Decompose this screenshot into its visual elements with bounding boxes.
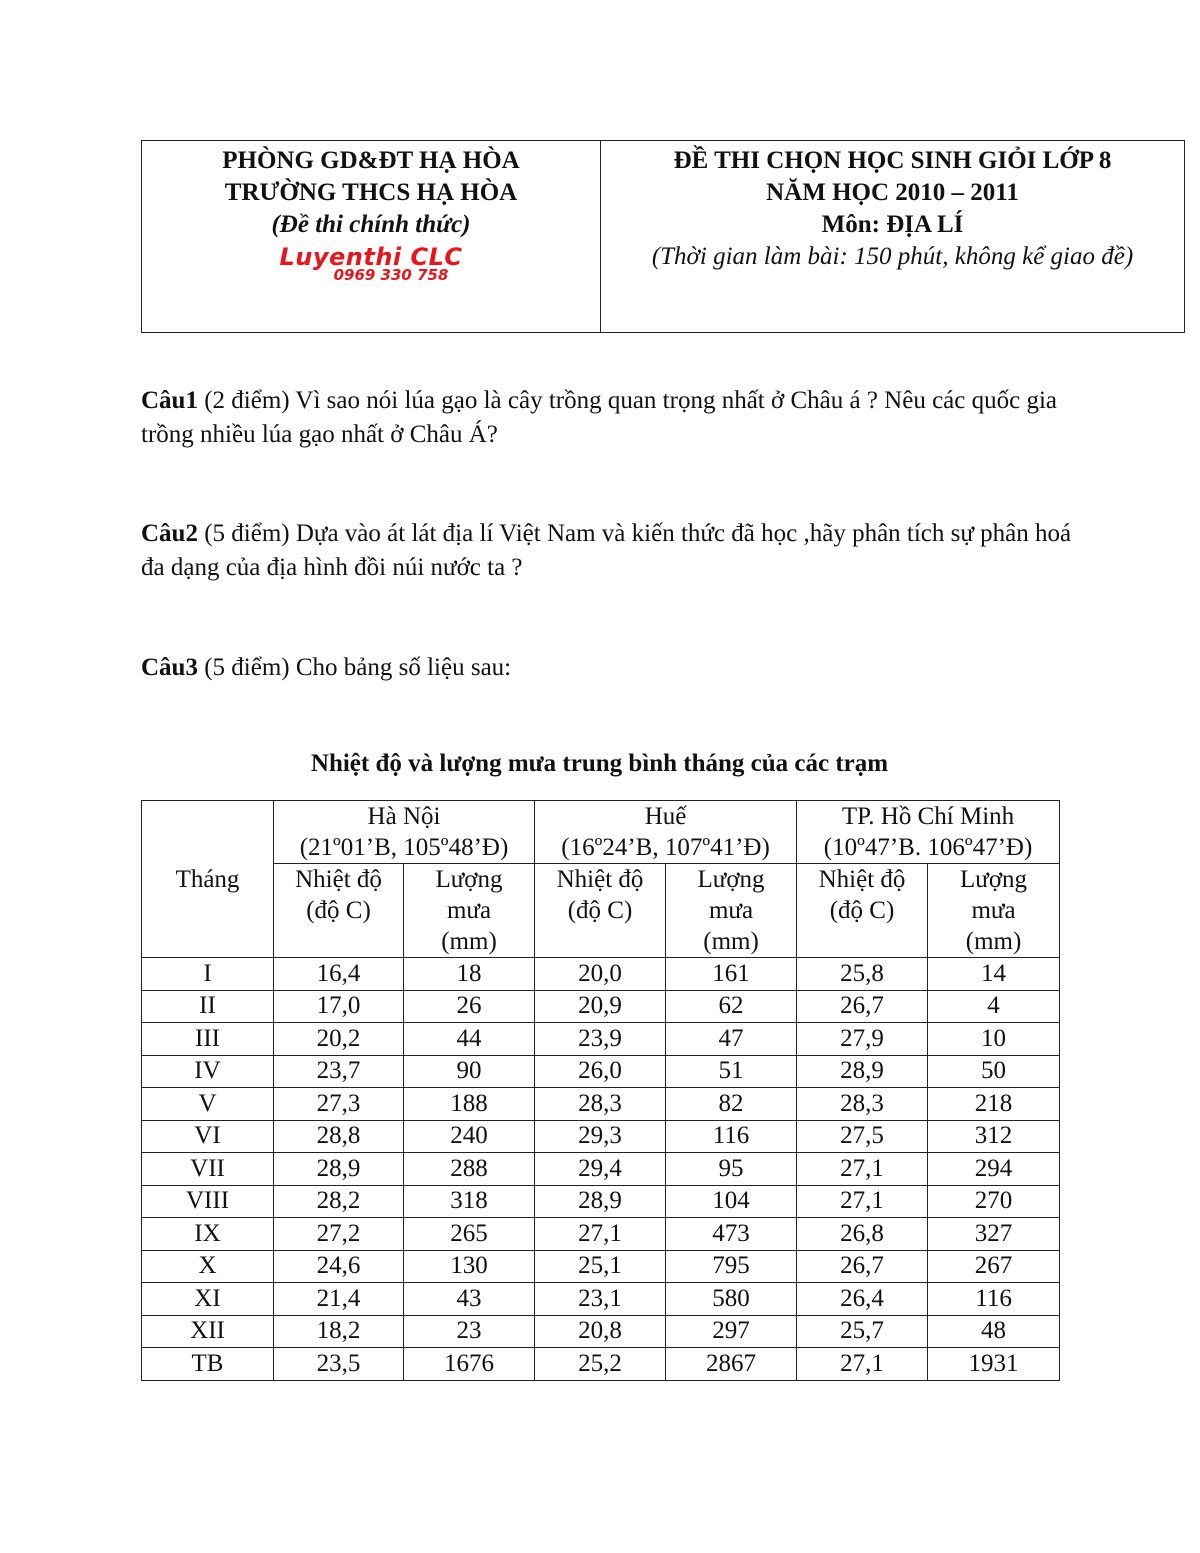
- station-header-row: [142, 801, 1060, 864]
- rainfall-cell: 14: [928, 958, 1060, 991]
- temperature-cell: 28,3: [797, 1088, 928, 1121]
- temperature-cell: 23,7: [274, 1055, 404, 1088]
- temperature-cell: 23,1: [535, 1283, 666, 1316]
- question-text: Cho bảng số liệu sau:: [295, 654, 512, 681]
- question-2: [141, 517, 1081, 585]
- month-cell: XI: [142, 1283, 274, 1316]
- question-points: (5 điểm): [204, 520, 290, 547]
- station-coords: (16º24’B, 107º41’Đ): [561, 834, 770, 861]
- climate-table: [141, 800, 1060, 1381]
- question-1: [141, 384, 1081, 452]
- exam-info: [601, 141, 1184, 332]
- logo-phone: 0969 330 758: [333, 266, 449, 284]
- school-info: [142, 141, 601, 332]
- table-row: [142, 1185, 1060, 1218]
- rainfall-cell: 580: [666, 1283, 797, 1316]
- question-3: [141, 651, 1081, 685]
- temperature-cell: 27,2: [274, 1218, 404, 1251]
- rainfall-cell: 297: [666, 1315, 797, 1348]
- temperature-cell: 27,9: [797, 1023, 928, 1056]
- month-cell: IX: [142, 1218, 274, 1251]
- temperature-cell: 18,2: [274, 1315, 404, 1348]
- rainfall-cell: 473: [666, 1218, 797, 1251]
- rainfall-cell: 795: [666, 1250, 797, 1283]
- temperature-cell: 27,1: [797, 1185, 928, 1218]
- rainfall-cell: 188: [404, 1088, 535, 1121]
- rainfall-cell: 116: [666, 1120, 797, 1153]
- table-row: [142, 1023, 1060, 1056]
- temperature-cell: 20,9: [535, 990, 666, 1023]
- rainfall-cell: 327: [928, 1218, 1060, 1251]
- temperature-cell: 26,8: [797, 1218, 928, 1251]
- temperature-cell: 25,1: [535, 1250, 666, 1283]
- luyenthi-logo: [142, 245, 600, 283]
- rainfall-cell: 43: [404, 1283, 535, 1316]
- school-name: TRƯỜNG THCS HẠ HÒA: [224, 179, 518, 206]
- temp-header: Nhiệt độ (độ C): [797, 864, 928, 958]
- temperature-cell: 27,1: [797, 1153, 928, 1186]
- rainfall-cell: 10: [928, 1023, 1060, 1056]
- table-body: [142, 958, 1060, 1381]
- table-row: [142, 990, 1060, 1023]
- rainfall-cell: 18: [404, 958, 535, 991]
- rainfall-cell: 51: [666, 1055, 797, 1088]
- rainfall-cell: 218: [928, 1088, 1060, 1121]
- temperature-cell: 28,8: [274, 1120, 404, 1153]
- month-cell: X: [142, 1250, 274, 1283]
- rainfall-cell: 90: [404, 1055, 535, 1088]
- temperature-cell: 16,4: [274, 958, 404, 991]
- temperature-cell: 26,0: [535, 1055, 666, 1088]
- rainfall-cell: 265: [404, 1218, 535, 1251]
- temperature-cell: 21,4: [274, 1283, 404, 1316]
- temperature-cell: 20,0: [535, 958, 666, 991]
- temperature-cell: 28,9: [535, 1185, 666, 1218]
- temperature-cell: 29,3: [535, 1120, 666, 1153]
- rainfall-cell: 294: [928, 1153, 1060, 1186]
- question-text: Dựa vào át lát địa lí Việt Nam và kiến thức đã học ,hãy phân tích sự phân hoá đa dạng của địa hình đồi núi nước ta ?: [141, 520, 1072, 581]
- month-cell: III: [142, 1023, 274, 1056]
- rainfall-cell: 26: [404, 990, 535, 1023]
- table-row: [142, 1283, 1060, 1316]
- station-coords: (21º01’B, 105º48’Đ): [299, 834, 509, 861]
- rain-header: Lượng mưa (mm): [928, 864, 1060, 958]
- station-header-hcmc: [797, 801, 1060, 864]
- time-limit: (Thời gian làm bài: 150 phút, không kể giao đề): [651, 243, 1134, 270]
- month-cell: V: [142, 1088, 274, 1121]
- table-row: [142, 958, 1060, 991]
- rainfall-cell: 130: [404, 1250, 535, 1283]
- table-row: [142, 1315, 1060, 1348]
- month-cell: VIII: [142, 1185, 274, 1218]
- month-cell: IV: [142, 1055, 274, 1088]
- station-coords: (10º47’B. 106º47’Đ): [823, 834, 1033, 861]
- question-label: Câu2: [141, 520, 198, 547]
- temperature-cell: 27,3: [274, 1088, 404, 1121]
- rainfall-cell: 50: [928, 1055, 1060, 1088]
- temperature-cell: 23,5: [274, 1348, 404, 1381]
- month-cell: I: [142, 958, 274, 991]
- rainfall-cell: 312: [928, 1120, 1060, 1153]
- table-row: [142, 1088, 1060, 1121]
- measure-header-row: [142, 864, 1060, 958]
- temperature-cell: 25,8: [797, 958, 928, 991]
- rainfall-cell: 288: [404, 1153, 535, 1186]
- rainfall-cell: 48: [928, 1315, 1060, 1348]
- station-name: TP. Hồ Chí Minh: [841, 803, 1015, 830]
- rain-header: Lượng mưa (mm): [666, 864, 797, 958]
- rainfall-cell: 240: [404, 1120, 535, 1153]
- station-name: Hà Nội: [367, 803, 441, 830]
- rainfall-cell: 4: [928, 990, 1060, 1023]
- rainfall-cell: 267: [928, 1250, 1060, 1283]
- temperature-cell: 17,0: [274, 990, 404, 1023]
- station-name: Huế: [644, 803, 687, 830]
- rainfall-cell: 1676: [404, 1348, 535, 1381]
- subject: Môn: ĐỊA LÍ: [821, 211, 964, 238]
- table-row: [142, 1055, 1060, 1088]
- rainfall-cell: 62: [666, 990, 797, 1023]
- temperature-cell: 28,2: [274, 1185, 404, 1218]
- question-label: Câu1: [141, 387, 198, 414]
- question-points: (5 điểm): [204, 654, 290, 681]
- temperature-cell: 27,1: [535, 1218, 666, 1251]
- month-cell: TB: [142, 1348, 274, 1381]
- table-title: Nhiệt độ và lượng mưa trung bình tháng của các trạm: [310, 750, 889, 777]
- rain-header: Lượng mưa (mm): [404, 864, 535, 958]
- month-header: Tháng: [142, 801, 274, 958]
- temperature-cell: 23,9: [535, 1023, 666, 1056]
- table-row: [142, 1120, 1060, 1153]
- rainfall-cell: 44: [404, 1023, 535, 1056]
- temperature-cell: 25,2: [535, 1348, 666, 1381]
- table-row: [142, 1153, 1060, 1186]
- exam-header: [141, 140, 1185, 333]
- logo-text: Luyenthi CLC: [279, 243, 463, 271]
- rainfall-cell: 104: [666, 1185, 797, 1218]
- rainfall-cell: 270: [928, 1185, 1060, 1218]
- temperature-cell: 20,8: [535, 1315, 666, 1348]
- rainfall-cell: 95: [666, 1153, 797, 1186]
- question-label: Câu3: [141, 654, 198, 681]
- school-year: NĂM HỌC 2010 – 2011: [766, 179, 1019, 206]
- month-cell: VI: [142, 1120, 274, 1153]
- temperature-cell: 28,9: [274, 1153, 404, 1186]
- temp-header: Nhiệt độ (độ C): [535, 864, 666, 958]
- temperature-cell: 27,1: [797, 1348, 928, 1381]
- temperature-cell: 27,5: [797, 1120, 928, 1153]
- table-row: [142, 1218, 1060, 1251]
- temperature-cell: 26,4: [797, 1283, 928, 1316]
- temperature-cell: 28,3: [535, 1088, 666, 1121]
- month-cell: XII: [142, 1315, 274, 1348]
- exam-title: ĐỀ THI CHỌN HỌC SINH GIỎI LỚP 8: [673, 147, 1112, 174]
- exam-status: (Đề thi chính thức): [271, 211, 471, 238]
- rainfall-cell: 116: [928, 1283, 1060, 1316]
- rainfall-cell: 47: [666, 1023, 797, 1056]
- rainfall-cell: 1931: [928, 1348, 1060, 1381]
- rainfall-cell: 82: [666, 1088, 797, 1121]
- temperature-cell: 28,9: [797, 1055, 928, 1088]
- rainfall-cell: 161: [666, 958, 797, 991]
- rainfall-cell: 318: [404, 1185, 535, 1218]
- temperature-cell: 26,7: [797, 990, 928, 1023]
- rainfall-cell: 23: [404, 1315, 535, 1348]
- table-row: [142, 1348, 1060, 1381]
- question-points: (2 điểm): [204, 387, 290, 414]
- department-name: PHÒNG GD&ĐT HẠ HÒA: [222, 147, 520, 174]
- month-cell: II: [142, 990, 274, 1023]
- temp-header: Nhiệt độ (độ C): [274, 864, 404, 958]
- temperature-cell: 20,2: [274, 1023, 404, 1056]
- station-header-hanoi: [274, 801, 535, 864]
- station-header-hue: [535, 801, 797, 864]
- temperature-cell: 26,7: [797, 1250, 928, 1283]
- rainfall-cell: 2867: [666, 1348, 797, 1381]
- month-cell: VII: [142, 1153, 274, 1186]
- temperature-cell: 24,6: [274, 1250, 404, 1283]
- temperature-cell: 25,7: [797, 1315, 928, 1348]
- temperature-cell: 29,4: [535, 1153, 666, 1186]
- question-text: Vì sao nói lúa gạo là cây trồng quan trọng nhất ở Châu á ? Nêu các quốc gia trồng nhiều lúa gạo nhất ở Châu Á?: [141, 387, 1058, 448]
- table-row: [142, 1250, 1060, 1283]
